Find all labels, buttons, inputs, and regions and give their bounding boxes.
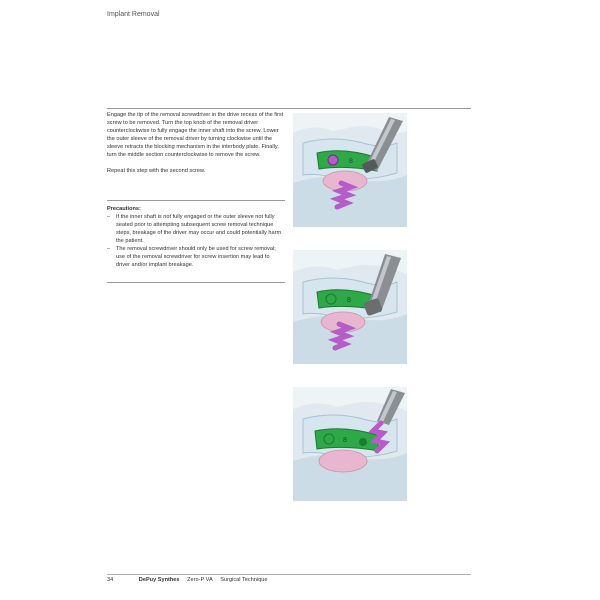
figure-step-engage: [293, 113, 407, 227]
instruction-text: [107, 111, 285, 183]
instruction-paragraph: Repeat this step with the second screw.: [107, 168, 206, 174]
implant-illustration-1: [293, 113, 407, 227]
product-name: Zero-P VA: [187, 577, 213, 583]
precaution-item: – The removal screwdriver should only be used for screw removal; use of the removal screwdriver for screw insertion may lead to driver and/or implant breakage.: [107, 245, 285, 269]
footer-divider: [107, 574, 471, 575]
instruction-paragraph: Engage the tip of the removal screwdriver in the drive recess of the first screw to be removed. Turn the top knob of the removal driver counterclockwise to fully engage the inner shaft into the screw. Lower the outer sleeve of the removal driver by turning clockwise until the sleeve retracts the blocking mechanism in the interbody plate. Finally, turn the middle section counterclockwise to remove the screw.: [107, 112, 284, 158]
precautions-top-divider: [107, 200, 285, 201]
figure-step-lower-sleeve: [293, 250, 407, 364]
precautions-bottom-divider: [107, 282, 285, 283]
plate-number: 8: [347, 297, 351, 304]
precautions-list: [107, 213, 285, 269]
implant-illustration-3: [293, 387, 407, 501]
brand-name: DePuy Synthes: [138, 577, 180, 583]
figure-step-remove-screw: [293, 387, 407, 501]
precautions-title: Precautions:: [107, 206, 141, 212]
precautions-box: [107, 205, 285, 269]
page-footer: [107, 577, 267, 583]
document-type: Surgical Technique: [220, 577, 268, 583]
implant-illustration-2: [293, 250, 407, 364]
section-title: Implant Removal: [107, 11, 160, 18]
section-divider: [107, 108, 471, 109]
page-number: 34: [107, 577, 114, 583]
plate-number: 8: [343, 437, 347, 444]
precaution-item: – If the inner shaft is not fully engaged or the outer sleeve not fully seated prior to attempting subsequent screw removal technique steps, breakage of the driver may occur and could potentially harm the patient.: [107, 213, 285, 245]
plate-number: 8: [349, 158, 353, 165]
